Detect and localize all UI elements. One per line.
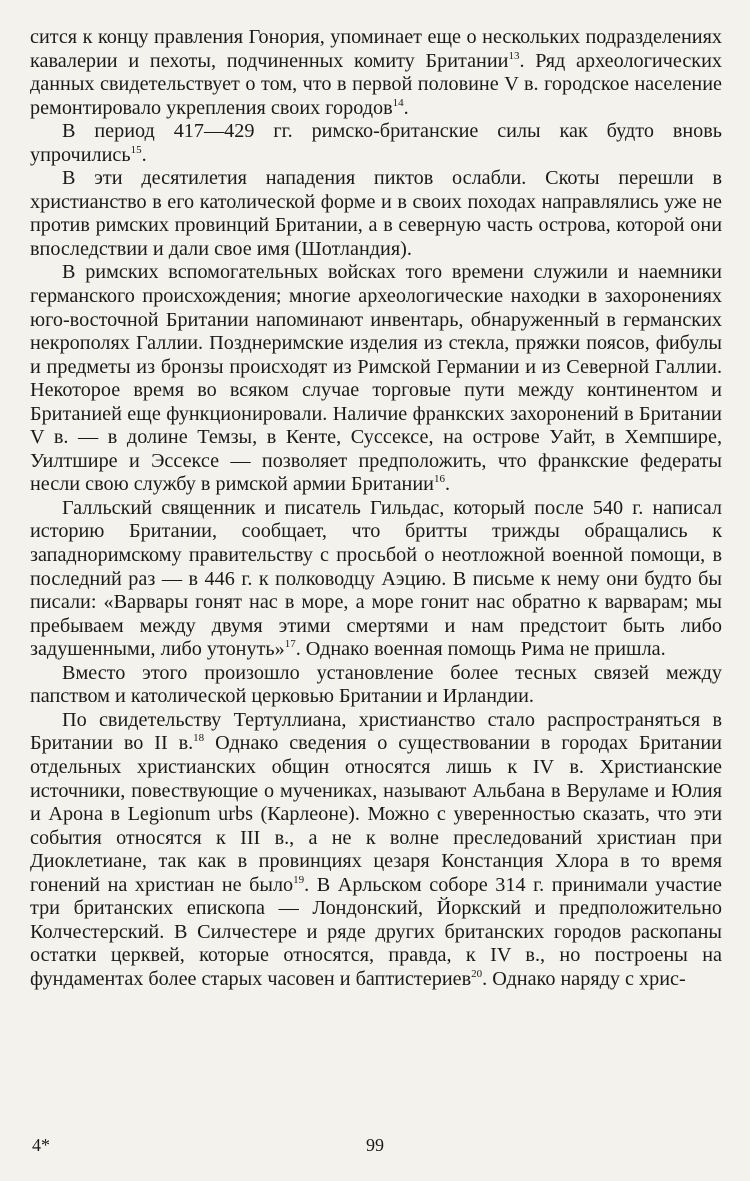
paragraph-text: Вместо этого произошло установление более тесных связей между папством и католической церковью Британии и Ирландии. (30, 661, 722, 708)
footnote-reference: 17 (284, 638, 296, 651)
paragraph-text: По свидетельству Тертуллиана, христианство стало распространяться в Британии во II в. (30, 708, 722, 755)
footnote-reference: 13 (508, 49, 520, 62)
footnote-reference: 20 (471, 967, 483, 980)
footnote-reference: 18 (193, 732, 205, 745)
paragraph (30, 709, 722, 992)
paragraph-text: Однако сведения о существовании в городах Британии отдельных христианских общин относятся лишь к IV в. Христианские источники, повествующие о мучениках, называют Альбана в Веруламе и Юлия и Арона в Legionum urbs (Карлеоне). Можно с уверенностью сказать, что эти события относятся к III в., а не к волне преследований христиан при Диоклетиане, так как в провинциях цезаря Констанция Хлора в то время гонений на христиан не было (30, 732, 722, 896)
paragraph-text: В период 417—429 гг. римско-британские силы как будто вновь упрочились (30, 120, 722, 166)
body-text (30, 26, 722, 991)
page-number: 99 (366, 1135, 384, 1155)
paragraph-text: . Ряд археологических данных свидетельствует о том, что в первой половине V в. городское население ремонтировало укрепления своих городов (30, 49, 722, 119)
paragraph (30, 261, 722, 496)
paragraph-text: . Однако военная помощь Рима не пришла. (295, 638, 666, 661)
paragraph-text: . Однако наряду с хрис- (482, 967, 686, 990)
footnote-reference: 16 (433, 473, 445, 486)
paragraph-text: сится к концу правления Гонория, упоминает еще о нескольких подразделениях кавалерии и пехоты, подчиненных комиту Британии (30, 26, 722, 72)
paragraph-text: . (444, 473, 451, 496)
paragraph-text: . (141, 143, 147, 166)
paragraph (30, 662, 722, 709)
paragraph-text: В эти десятилетия нападения пиктов ослабли. Скоты перешли в христианство в его католической форме и в своих походах направлялись уже не против римских провинций Британии, а в северную часть острова, которой они впоследствии и дали свое имя (Шотландия). (30, 167, 722, 260)
paragraph-text: . В Арльском соборе 314 г. принимали участие три британских епископа — Лондонский, Йоркский и предположительно Колчестерский. В Силчестере и ряде других британских городов раскопаны остатки церквей, которые относятся, правда, к IV в., но построены на фундаментах более старых часовен и баптистериев (30, 873, 722, 990)
footnote-reference: 14 (392, 96, 404, 109)
paragraph-text: В римских вспомогательных войсках того времени служили и наемники германского происхождения; многие археологические находки в захоронениях юго-восточной Британии напоминают инвентарь, обнаруженный в германских некрополях Галлии. Позднеримские изделия из стекла, пряжки поясов, фибулы и предметы из бронзы происходят из Римской Германии и из Северной Галлии. Некоторое время во всяком случае торговые пути между континентом и Британией еще функционировали. Наличие франкских захоронений в Британии V в. — в долине Темзы, в Кенте, Суссексе, на острове Уайт, в Хемпшире, Уилтшире и Эссексе — позволяет предположить, что франкские федераты несли свою службу в римской армии Британии (30, 261, 722, 496)
paragraph-text: Галльский священник и писатель Гильдас, который после 540 г. написал историю Британии, сообщает, что бритты трижды обращались к западноримскому правительству с просьбой о неотложной военной помощи, в последний раз — в 446 г. к полководцу Аэцию. В письме к нему они будто бы писали: «Варвары гонят нас в море, а море гонит нас обратно к варварам; мы пребываем между двумя этими смертями и нам предстоит быть либо задушенными, либо утонуть» (30, 496, 722, 661)
printer-signature-mark: 4* (32, 1135, 50, 1155)
paragraph (30, 167, 722, 261)
footnote-reference: 15 (130, 143, 142, 156)
paragraph (30, 497, 722, 662)
paragraph (30, 26, 722, 120)
footnote-reference: 19 (293, 873, 305, 886)
paragraph (30, 120, 722, 167)
paragraph-text: . (403, 96, 409, 119)
